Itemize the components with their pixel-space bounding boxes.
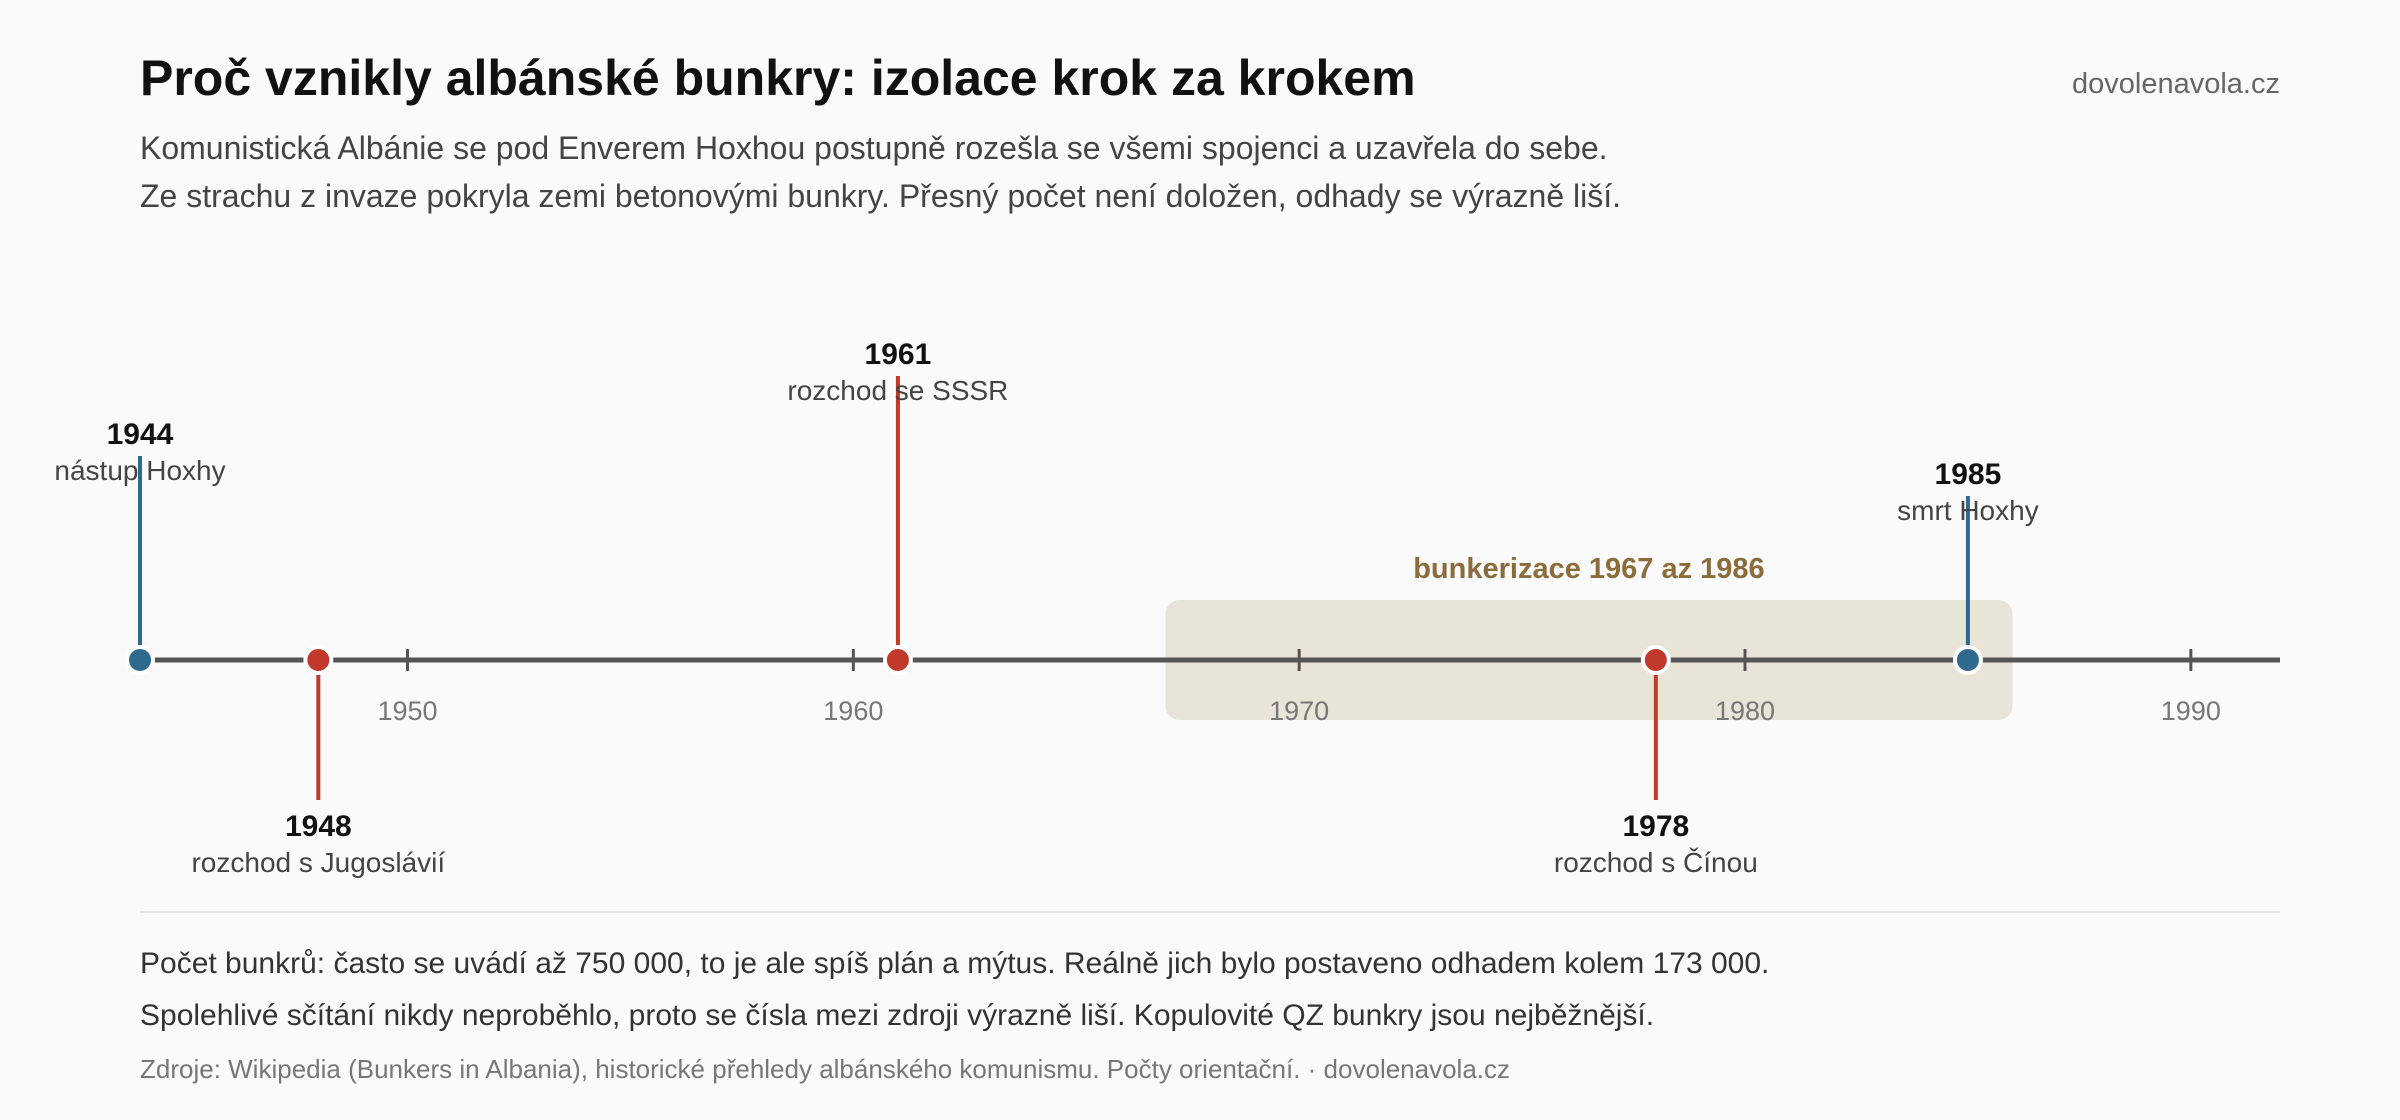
event-year-1961: 1961 — [864, 338, 932, 371]
tick-label-1990: 1990 — [2160, 696, 2221, 726]
event-year-1944: 1944 — [106, 418, 174, 451]
page-title: Proč vznikly albánské bunkry: izolace krok za krokem — [140, 50, 1416, 106]
notes — [140, 938, 2280, 1042]
brand-label: dovolenavola.cz — [2072, 68, 2280, 100]
sources-note: Zdroje: Wikipedia (Bunkers in Albania), historické přehledy albánského komunismu. Počty orientační. · dovolenavola.cz — [140, 1054, 1511, 1084]
event-text-1985: smrt Hoxhy — [1897, 495, 2039, 526]
event-year-1985: 1985 — [1934, 458, 2002, 491]
subtitle-line-2: Ze strachu z invaze pokryla zemi betonovými bunkry. Přesný počet není doložen, odhady se výrazně liší. — [140, 178, 1622, 214]
subtitle-line-1: Komunistická Albánie se pod Enverem Hoxhou postupně rozešla se všemi spojenci a uzavřela do sebe. — [140, 130, 1608, 166]
event-marker-1944 — [127, 647, 153, 673]
tick-label-1970: 1970 — [1269, 696, 1330, 726]
timeline-chart — [0, 300, 2400, 900]
event-marker-1978 — [1643, 647, 1669, 673]
tick-label-1980: 1980 — [1714, 696, 1776, 726]
event-marker-1985 — [1955, 647, 1981, 673]
event-year-1948: 1948 — [284, 810, 352, 843]
event-year-1978: 1978 — [1622, 810, 1690, 843]
note-line-1: Počet bunkrů: často se uvádí až 750 000, to je ale spíš plán a mýtus. Reálně jich bylo postaveno odhadem kolem 173 000. — [140, 947, 1770, 980]
header — [140, 46, 2280, 220]
tick-label-1950: 1950 — [377, 696, 438, 726]
event-text-1961: rozchod se SSSR — [787, 375, 1009, 406]
period-label: bunkerizace 1967 az 1986 — [1413, 553, 1765, 585]
event-marker-1961 — [885, 647, 911, 673]
tick-label-1960: 1960 — [823, 696, 884, 726]
event-text-1944: nástup Hoxhy — [54, 455, 226, 486]
event-text-1948: rozchod s Jugoslávií — [191, 847, 446, 878]
note-line-2: Spolehlivé sčítání nikdy neproběhlo, proto se čísla mezi zdroji výrazně liší. Kopulovité QZ bunkry jsou nejběžnější. — [140, 999, 1655, 1032]
divider — [140, 911, 2280, 913]
event-text-1978: rozchod s Čínou — [1553, 847, 1758, 878]
subtitle — [140, 124, 2280, 220]
event-marker-1948 — [305, 647, 331, 673]
